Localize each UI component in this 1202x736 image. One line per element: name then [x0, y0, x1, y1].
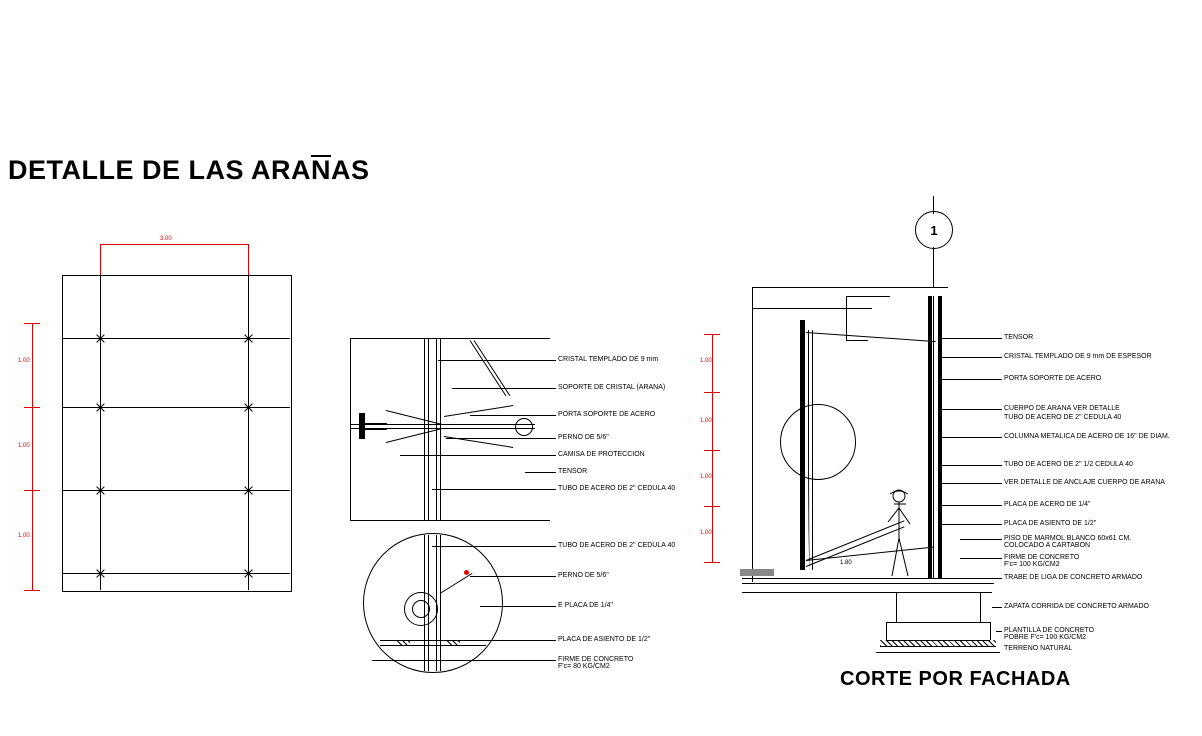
zapata-left	[886, 622, 887, 640]
circle-label-1: PERNO DE 5/6"	[558, 572, 609, 579]
dim-right-tick-5	[704, 562, 720, 563]
dim-right-tick-3	[704, 450, 720, 451]
section-slab-line	[752, 308, 872, 309]
section-label-4: TUBO DE ACERO DE 2" CEDULA 40	[1004, 414, 1122, 421]
elevation-mullion-2	[248, 275, 249, 590]
leader-line	[480, 606, 556, 607]
page-title	[8, 155, 370, 186]
dim-right-tick-1	[704, 334, 720, 335]
spider-node	[243, 568, 254, 579]
trabe-top	[896, 592, 980, 593]
section-top-slab	[752, 287, 948, 288]
detail-tag-circle	[915, 211, 953, 249]
detail-label-3: PERNO DE 5/6"	[558, 434, 609, 441]
section-dim-small: 1.80	[840, 560, 852, 566]
floor-line-2	[742, 583, 994, 584]
dim-right-label-1: 1.00	[700, 358, 712, 364]
detail-bolt-shaft	[365, 423, 387, 424]
leader-line	[940, 465, 1002, 466]
section-label-10: PISO DE MARMOL BLANCO 60x61 CM.	[1004, 535, 1132, 542]
spider-node	[95, 568, 106, 579]
dim-top-ext-right	[248, 244, 249, 275]
detail-label-6: TUBO DE ACERO DE 2" CEDULA 40	[558, 485, 676, 492]
leader-line	[940, 409, 1002, 410]
tag-stem-bottom	[933, 247, 934, 287]
section-label-0: TENSOR	[1004, 334, 1034, 341]
steel-column-axis	[933, 296, 934, 578]
section-label-12: FIRME DE CONCRETO	[1004, 554, 1080, 561]
dim-top-line	[100, 244, 248, 245]
circle-label-3: PLACA DE ASIENTO DE 1/2"	[558, 636, 651, 643]
detail-tag-number: 1	[930, 222, 938, 238]
section-label-17: POBRE F'c= 100 KG/CM2	[1004, 634, 1087, 641]
detail-mullion-line	[424, 338, 425, 520]
dim-right-tick-4	[704, 506, 720, 507]
section-label-5: COLUMNA METALICA DE ACERO DE 16" DE DIAM.	[1004, 433, 1170, 440]
leader-line	[940, 379, 1002, 380]
leader-line	[960, 539, 1002, 540]
steel-column-left	[928, 296, 932, 578]
detail-bolt-block	[359, 413, 365, 439]
leader-line	[940, 437, 1002, 438]
section-beam-base	[846, 340, 868, 341]
detail-top-edge	[350, 338, 550, 339]
spider-node	[95, 485, 106, 496]
leader-line	[525, 472, 556, 473]
elevation-frame	[62, 275, 292, 592]
section-beam-drop	[846, 296, 847, 340]
leader-line	[992, 607, 1002, 608]
section-label-11: COLOCADO A CARTABON	[1004, 542, 1091, 549]
dim-right-line	[712, 334, 713, 562]
leader-line	[940, 505, 1002, 506]
column-inner-circle	[412, 600, 430, 618]
leader-line	[940, 524, 1002, 525]
leader-line	[982, 578, 1002, 579]
dim-left-tick-4	[24, 590, 40, 591]
section-label-15: ZAPATA CORRIDA DE CONCRETO ARMADO	[1004, 603, 1149, 610]
dim-top-ext-left	[100, 244, 101, 275]
section-beam-line	[846, 296, 890, 297]
leader-line	[452, 388, 556, 389]
spider-node	[243, 402, 254, 413]
plate-hatch	[446, 641, 460, 646]
detail-mullion-line	[428, 338, 429, 520]
tensor-cable-upper	[806, 332, 936, 342]
detail-bolt-shaft	[365, 429, 387, 430]
leader-line	[996, 631, 1002, 632]
spider-node	[95, 333, 106, 344]
leader-line	[960, 558, 1002, 559]
leader-line	[494, 660, 556, 661]
section-label-6: TUBO DE ACERO DE 2" 1/2 CEDULA 40	[1004, 461, 1133, 468]
circle-label-5: F'c= 80 KG/CM2	[558, 663, 610, 670]
section-spider-circle	[780, 404, 856, 480]
marble-floor-block	[740, 569, 774, 576]
dim-left-line	[32, 323, 33, 590]
section-label-8: PLACA DE ACERO DE 1/4"	[1004, 501, 1091, 508]
section-label-7: VER DETALLE DE ANCLAJE CUERPO DE ARANA	[1004, 479, 1165, 486]
firme-line	[372, 660, 494, 661]
section-label-3: CUERPO DE ARANA VER DETALLE	[1004, 405, 1120, 412]
dim-left-label-2: 1.00	[18, 443, 30, 449]
section-label-2: PORTA SOPORTE DE ACERO	[1004, 375, 1102, 382]
spider-node	[243, 333, 254, 344]
zapata-top	[886, 622, 990, 623]
detail-label-5: TENSOR	[558, 468, 588, 475]
spider-node	[95, 402, 106, 413]
detail-left-edge	[350, 338, 351, 520]
leader-line	[432, 489, 556, 490]
section-label-1: CRISTAL TEMPLADO DE 9 mm DE ESPESOR	[1004, 353, 1152, 360]
trabe-left	[896, 592, 897, 622]
dim-left-tick-3	[24, 490, 40, 491]
spider-node	[243, 485, 254, 496]
dim-right-label-4: 1.00	[700, 530, 712, 536]
dim-left-label-3: 1.00	[18, 533, 30, 539]
dim-left-tick-1	[24, 323, 40, 324]
dim-right-tick-2	[704, 392, 720, 393]
tensor-node	[515, 418, 533, 436]
detail-label-4: CAMISA DE PROTECCION	[558, 451, 645, 458]
tag-stem-top	[933, 196, 934, 214]
spider-arm	[386, 428, 443, 443]
plantilla-line	[880, 646, 996, 647]
page-title-overline: N	[311, 155, 331, 185]
section-left-edge	[752, 287, 753, 582]
dim-right-label-2: 1.00	[700, 418, 712, 424]
dim-top-label: 3.00	[160, 236, 172, 242]
elevation-mullion-1	[100, 275, 101, 590]
spider-arm	[386, 410, 443, 425]
detail-bottom-edge	[350, 520, 550, 521]
circle-label-0: TUBO DE ACERO DE 2" CEDULA 40	[558, 542, 676, 549]
detail-cable-line	[350, 424, 535, 425]
terreno-natural-line	[876, 652, 1000, 653]
page-title-tail: AS	[331, 155, 370, 185]
trabe-right	[980, 592, 981, 622]
leader-line	[400, 455, 556, 456]
circle-label-2: E PLACA DE 1/4"	[558, 602, 614, 609]
section-label-13: F'c= 100 KG/CM2	[1004, 561, 1060, 568]
page-title-text: DETALLE DE LAS ARA	[8, 155, 311, 185]
plate-hatch	[396, 641, 410, 646]
section-title: CORTE POR FACHADA	[840, 668, 1071, 690]
detail-label-2: PORTA SOPORTE DE ACERO	[558, 411, 656, 418]
dim-left-label-1: 1.00	[18, 358, 30, 364]
leader-line	[940, 483, 1002, 484]
section-label-14: TRABE DE LIGA DE CONCRETO ARMADO	[1004, 574, 1143, 581]
section-label-16: PLANTILLA DE CONCRETO	[1004, 627, 1095, 634]
section-label-18: TERRENO NATURAL	[1004, 645, 1073, 652]
leader-line	[940, 357, 1002, 358]
leader-line	[940, 338, 1002, 339]
circle-label-4: FIRME DE CONCRETO	[558, 656, 634, 663]
dim-right-label-3: 1.00	[700, 474, 712, 480]
plantilla-hatch	[880, 640, 996, 646]
floor-line	[742, 578, 994, 579]
human-figure	[884, 488, 918, 580]
leader-line	[470, 415, 556, 416]
leader-line	[470, 576, 556, 577]
leader-line	[438, 360, 556, 361]
leader-line	[432, 546, 556, 547]
detail-label-0: CRISTAL TEMPLADO DE 9 mm	[558, 356, 659, 363]
detail-label-1: SOPORTE DE CRISTAL (ARANA)	[558, 384, 666, 391]
section-label-9: PLACA DE ASIENTO DE 1/2"	[1004, 520, 1097, 527]
leader-line	[486, 640, 556, 641]
dim-left-tick-2	[24, 407, 40, 408]
circle-tube-line	[440, 535, 441, 671]
zapata-right	[990, 622, 991, 640]
leader-line	[446, 438, 556, 439]
